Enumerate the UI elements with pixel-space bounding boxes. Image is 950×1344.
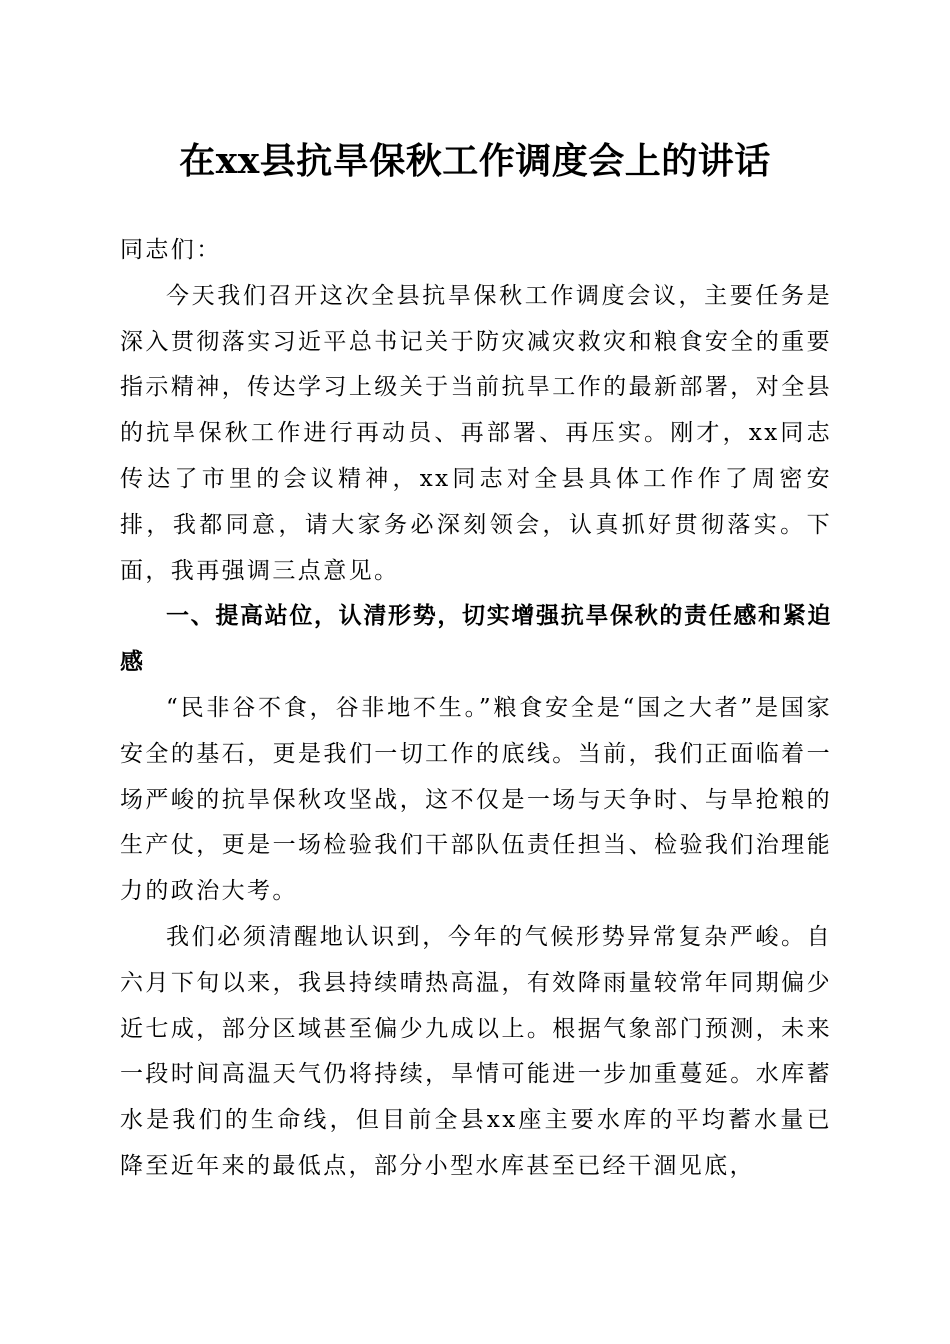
section-heading-1: 一、提高站位，认清形势，切实增强抗旱保秋的责任感和紧迫感 bbox=[120, 603, 832, 676]
salutation: 同志们： bbox=[120, 237, 222, 263]
paragraph-climate-situation: 我们必须清醒地认识到，今年的气候形势异常复杂严峻。自六月下旬以来，我县持续晴热高温，有效降雨量较常年同期偏少近七成，部分区域甚至偏少九成以上。根据气象部门预测，未来一段时间高温天气仍将持续，旱情可能进一步加重蔓延。水库蓄水是我们的生命线，但目前全县xx座主要水库的平均蓄水量已降至近年来的最低点，部分小型水库甚至已经干涸见底， bbox=[120, 923, 832, 1179]
paragraph-food-security: “民非谷不食，谷非地不生。”粮食安全是“国之大者”是国家安全的基石，更是我们一切工作的底线。当前，我们正面临着一场严峻的抗旱保秋攻坚战，这不仅是一场与天争时、与旱抢粮的生产仗，更是一场检验我们干部队伍责任担当、检验我们治理能力的政治大考。 bbox=[120, 694, 832, 905]
paragraph-opening: 今天我们召开这次全县抗旱保秋工作调度会议，主要任务是深入贯彻落实习近平总书记关于防灾减灾救灾和粮食安全的重要指示精神，传达学习上级关于当前抗旱工作的最新部署，对全县的抗旱保秋工作进行再动员、再部署、再压实。刚才，xx同志传达了市里的会议精神，xx同志对全县具体工作作了周密安排，我都同意，请大家务必深刻领会，认真抓好贯彻落实。下面，我再强调三点意见。 bbox=[120, 282, 832, 584]
document-title: 在xx县抗旱保秋工作调度会上的讲话 bbox=[179, 140, 771, 182]
document-body bbox=[120, 228, 832, 1190]
